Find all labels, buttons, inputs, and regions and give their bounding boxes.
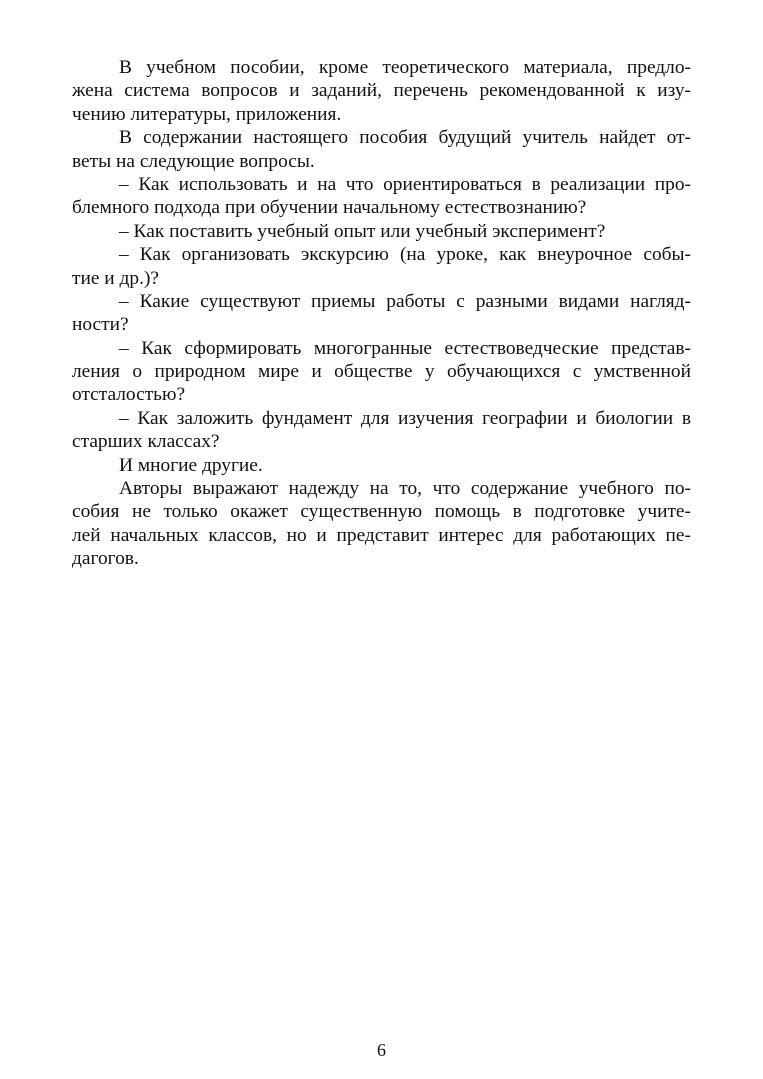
text-line: – Как сформировать многогранные естествоведческие представ- (119, 337, 691, 359)
paragraph-conclusion (72, 477, 691, 571)
paragraph-intro (72, 56, 691, 126)
page-number: 6 (377, 1040, 386, 1060)
text-line: Авторы выражают надежду на то, что содержание учебного по- (119, 478, 691, 500)
text-line: В учебном пособии, кроме теоретического материала, предло- (119, 57, 691, 78)
text-line: тие и др.)? (72, 267, 160, 289)
text-line: отсталостью? (72, 384, 186, 406)
paragraph-questions-intro (72, 126, 691, 173)
paragraph-others (72, 454, 691, 477)
text-line: дагогов. (72, 548, 139, 570)
question-item (72, 407, 691, 454)
text-line: И многие другие. (119, 454, 263, 476)
question-item (72, 337, 691, 407)
question-item (72, 243, 691, 290)
body-text (72, 56, 691, 571)
question-item (72, 290, 691, 337)
text-line: ности? (72, 314, 129, 336)
text-line: лей начальных классов, но и представит интерес для работающих пе- (72, 524, 691, 546)
text-line: – Как поставить учебный опыт или учебный эксперимент? (119, 220, 606, 242)
text-line: собия не только окажет существенную помощь в подготовке учите- (72, 501, 691, 523)
text-line: – Как организовать экскурсию (на уроке, как внеурочное собы- (119, 244, 691, 266)
text-line: – Какие существуют приемы работы с разными видами нагляд- (119, 290, 691, 312)
text-line: веты на следующие вопросы. (72, 150, 315, 172)
text-line: жена система вопросов и заданий, перечень рекомендованной к изу- (72, 80, 691, 102)
text-line: – Как заложить фундамент для изучения географии и биологии в (119, 407, 691, 429)
question-item (72, 173, 691, 220)
question-item (72, 220, 691, 243)
text-line: блемного подхода при обучении начальному естествознанию? (72, 197, 587, 219)
text-line: ления о природном мире и обществе у обучающихся с умственной (72, 361, 691, 383)
text-line: старших классах? (72, 431, 220, 453)
text-line: В содержании настоящего пособия будущий учитель найдет от- (119, 127, 691, 149)
text-line: чению литературы, приложения. (72, 103, 342, 125)
text-line: – Как использовать и на что ориентироваться в реализации про- (119, 173, 691, 195)
